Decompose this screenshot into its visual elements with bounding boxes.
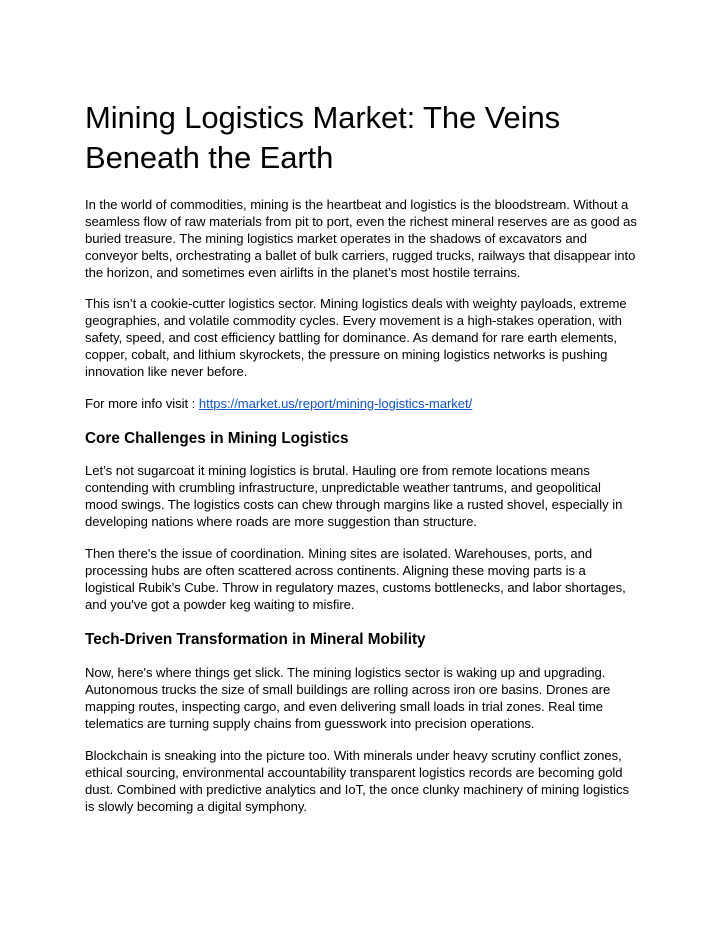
more-info-prefix: For more info visit :	[85, 396, 199, 411]
tech-paragraph-1: Now, here's where things get slick. The mining logistics sector is waking up and upgrading. Autonomous trucks the size of small buildings are rolling across iron ore basins. Drones are mapping routes, inspecting cargo, and even delivering small loads in trial zones. Real time telematics are turning supply chains from guesswork into precision operations.	[85, 665, 611, 731]
tech-paragraph-2: Blockchain is sneaking into the picture too. With minerals under heavy scrutiny conflict zones, ethical sourcing, environmental accountability transparent logistics records are becoming gold dust. Combined with predictive analytics and IoT, the once clunky machinery of mining logistics is slowly becoming a digital symphony.	[85, 748, 629, 814]
heading-core-challenges: Core Challenges in Mining Logistics	[85, 430, 349, 447]
more-info-link[interactable]: https://market.us/report/mining-logistics-market/	[198, 396, 473, 411]
more-info-line	[85, 395, 637, 412]
challenges-paragraph-2: Then there's the issue of coordination. Mining sites are isolated. Warehouses, ports, and processing hubs are often scattered across continents. Aligning these moving parts is a logistical Rubik’s Cube. Throw in regulatory mazes, customs bottlenecks, and labor shortages, and you've got a powder keg waiting to misfire.	[85, 546, 626, 612]
intro-paragraph-1: In the world of commodities, mining is the heartbeat and logistics is the bloodstream. Without a seamless flow of raw materials from pit to port, even the richest mineral reserves are as good as buried treasure. The mining logistics market operates in the shadows of excavators and conveyor belts, orchestrating a ballet of bulk carriers, rugged trucks, railways that disappear into the horizon, and sometimes even airlifts in the planet’s most hostile terrains.	[85, 197, 637, 280]
document-title: Mining Logistics Market: The Veins Beneath the Earth	[85, 100, 561, 175]
heading-tech-transformation: Tech-Driven Transformation in Mineral Mobility	[85, 631, 426, 648]
challenges-paragraph-1: Let’s not sugarcoat it mining logistics is brutal. Hauling ore from remote locations means contending with crumbling infrastructure, unpredictable weather tantrums, and geopolitical mood swings. The logistics costs can chew through margins like a rusted shovel, especially in developing nations where roads are more suggestion than structure.	[85, 463, 623, 529]
intro-paragraph-2: This isn’t a cookie-cutter logistics sector. Mining logistics deals with weighty payloads, extreme geographies, and volatile commodity cycles. Every movement is a high-stakes operation, with safety, speed, and cost efficiency battling for dominance. As demand for rare earth elements, copper, cobalt, and lithium skyrockets, the pressure on mining logistics networks is pushing innovation like never before.	[85, 296, 627, 379]
